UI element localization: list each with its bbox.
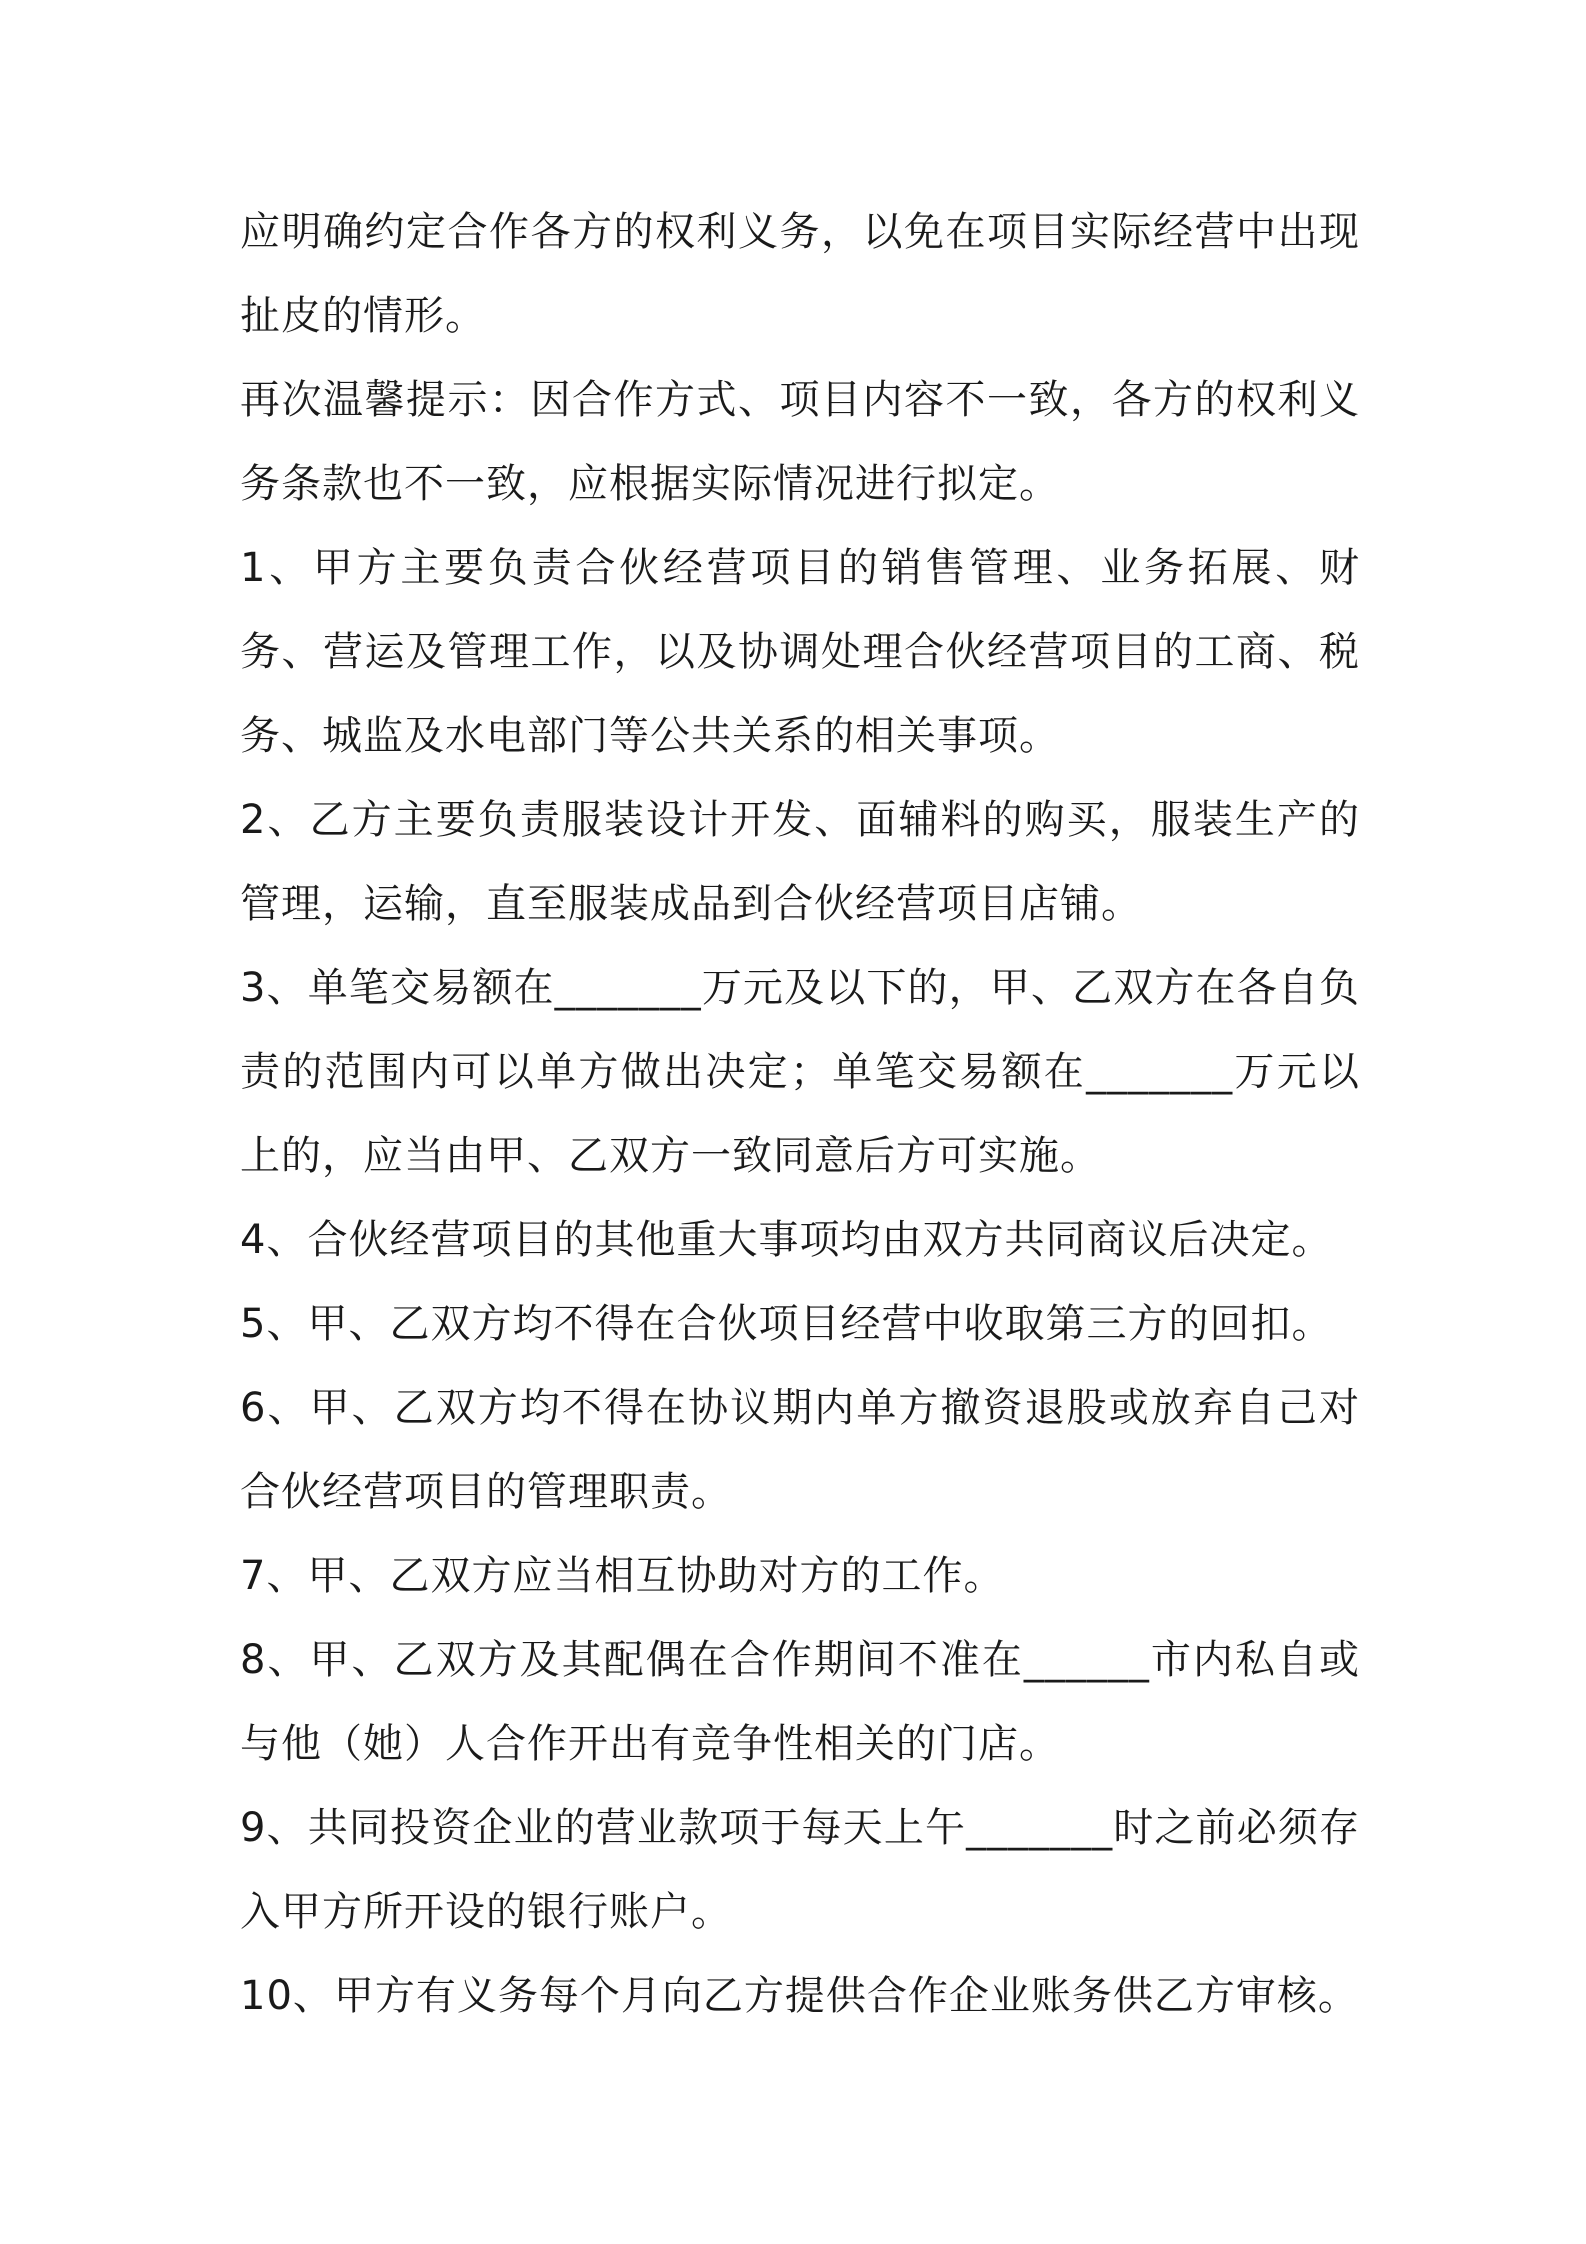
clause-2: 2、乙方主要负责服装设计开发、面辅料的购买，服装生产的管理，运输，直至服装成品到合伙经营项目店铺。 <box>240 797 1360 927</box>
clause-4: 4、合伙经营项目的其他重大事项均由双方共同商议后决定。 <box>240 1217 1333 1263</box>
clause-5: 5、甲、乙双方均不得在合伙项目经营中收取第三方的回扣。 <box>240 1301 1333 1347</box>
clause-6: 6、甲、乙双方均不得在协议期内单方撤资退股或放弃自己对合伙经营项目的管理职责。 <box>240 1385 1360 1515</box>
document-body <box>240 190 1360 2038</box>
paragraph-reminder: 再次温馨提示：因合作方式、项目内容不一致，各方的权利义务条款也不一致，应根据实际情况进行拟定。 <box>240 377 1360 507</box>
clause-1: 1、甲方主要负责合伙经营项目的销售管理、业务拓展、财务、营运及管理工作，以及协调处理合伙经营项目的工商、税务、城监及水电部门等公共关系的相关事项。 <box>240 545 1360 759</box>
clause-9: 9、共同投资企业的营业款项于每天上午_______时之前必须存入甲方所开设的银行账户。 <box>240 1805 1360 1935</box>
clause-7: 7、甲、乙双方应当相互协助对方的工作。 <box>240 1553 1005 1599</box>
clause-10: 10、甲方有义务每个月向乙方提供合作企业账务供乙方审核。 <box>240 1973 1359 2019</box>
clause-3: 3、单笔交易额在_______万元及以下的，甲、乙双方在各自负责的范围内可以单方做出决定；单笔交易额在_______万元以上的，应当由甲、乙双方一致同意后方可实施。 <box>240 965 1360 1179</box>
clause-8: 8、甲、乙双方及其配偶在合作期间不准在______市内私自或与他（她）人合作开出有竞争性相关的门店。 <box>240 1637 1360 1767</box>
paragraph-intro-rights: 应明确约定合作各方的权利义务，以免在项目实际经营中出现扯皮的情形。 <box>240 209 1360 339</box>
